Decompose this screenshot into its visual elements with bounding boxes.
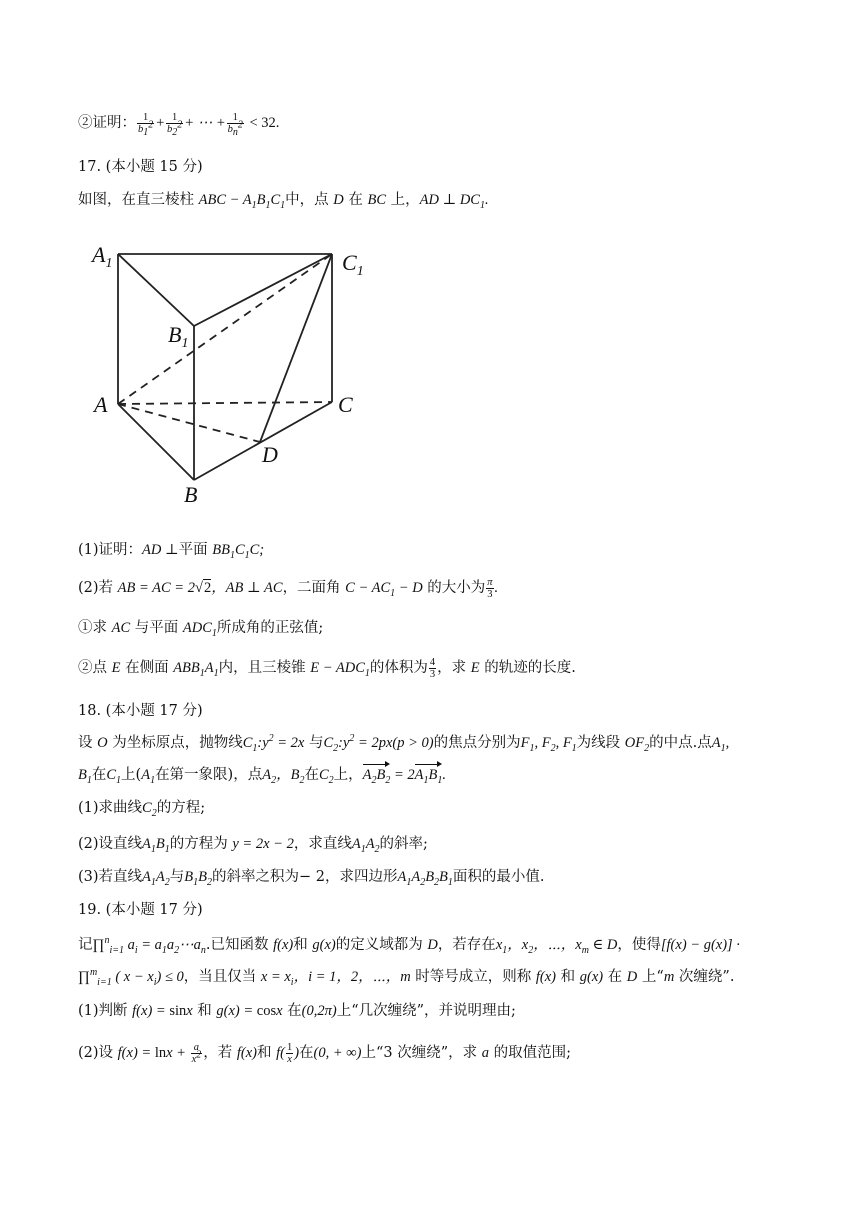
gx-b: g(x) (579, 969, 604, 985)
q17-part2-ii-text2: 内，且三棱锥 (218, 659, 311, 676)
q18-part2-label: (2)设直线 (78, 836, 143, 852)
q19-header: 19. (本小题 17 分) (78, 902, 203, 918)
q18-part1-text: 的方程; (156, 800, 206, 816)
face-abb1a1: $ABB_1A_1$ (173, 659, 219, 679)
interval-0-inf: (0, + ∞) (313, 1044, 362, 1061)
line-a1b1: $A_1B_1$ (142, 836, 170, 855)
q19-part1-text: 和 (192, 1003, 217, 1019)
q17-stem-text: 如图，在直三棱柱 (78, 192, 199, 208)
q17-part1 (78, 540, 264, 560)
point-e2: E (470, 659, 480, 676)
vector-eq: $A_2B_2 = 2A_1B_1$. (362, 767, 446, 786)
product-ineq: ∏$^m_{i=1}$ ( $x - x_i) \le 0$ (78, 967, 184, 988)
q19-part2 (78, 1042, 571, 1065)
edge-bc (194, 402, 332, 480)
q19-stem-2 (78, 967, 734, 987)
q17-part2-text: ，二面角 (282, 579, 346, 596)
q18-stem-1 (78, 733, 729, 753)
q19-part2-text4: 上“3 次缠绕”，求 (361, 1044, 482, 1061)
q17-part2-text2: 的大小为 (422, 579, 486, 596)
fx-c: f(x) (236, 1044, 257, 1061)
f-recip: f( $\frac{1}{x}$ ) (276, 1042, 300, 1065)
perp-condition: AD ⊥ $DC_1$. (419, 192, 489, 211)
q17-part2-i-text2: 所成角的正弦值; (216, 620, 324, 636)
q18-text-b: 为坐标原点，抛物线 (107, 735, 243, 751)
q18-text-j: 在 (304, 767, 319, 783)
q19-text-b: .已知函数 (205, 937, 274, 953)
ab-ac-eq: AB = AC = 2√2，AB ⊥ AC (117, 579, 283, 596)
q18-text-f: 的中点.点 (649, 735, 712, 751)
q18-stem-2 (78, 765, 446, 785)
q18-part3-text2: 的斜率之积为− 2，求四边形 (211, 869, 398, 885)
q17-part2-ii-text4: ，求 (437, 659, 471, 676)
angle-value: $\frac{\pi}{3}$ . (487, 577, 499, 600)
q17-part2-ii-text5: 的轨迹的长度. (479, 659, 576, 676)
q19-text-h: 时等号成立，则称 (410, 969, 536, 985)
line-b1b2: $B_1B_2$ (184, 869, 212, 888)
q18-text-d: 的焦点分别为 (433, 735, 521, 751)
domain-d-b: D (626, 969, 638, 985)
q19-part1 (78, 1001, 516, 1021)
line-a1a2: $A_1A_2$ (351, 836, 380, 855)
sum-expression: $\frac{1}{b_1^2}$ + $\frac{1}{b_2^2}$ + ⋯ + $\frac{1}{b_n^2}$ (138, 112, 243, 139)
line-a1a2-b: $A_1A_2$ (142, 869, 170, 888)
q19-text-k: 上“ (637, 969, 664, 985)
label-a1: $A_1$ (92, 242, 113, 271)
gx: g(x) (312, 937, 336, 953)
q17-stem-text4: 上， (386, 192, 420, 208)
q18-text-h: 上( (121, 767, 142, 783)
q18-text-c: 与 (304, 735, 324, 751)
point-e: E (111, 659, 121, 676)
point-a1-b: $A_1$ (141, 767, 156, 786)
inequality-tail: < 32. (249, 114, 280, 131)
q19-part1-label: (1)判断 (78, 1003, 133, 1019)
fx-b: f(x) (535, 969, 557, 985)
q19-text-l: 次缠绕”. (674, 969, 735, 985)
ad-perp: AD ⊥ (142, 542, 179, 558)
q17-stem-text2: 中，点 (285, 192, 334, 208)
q18-part2-text: 的方程为 (169, 836, 233, 852)
q19-text-j: 在 (603, 969, 627, 985)
q18-part1-label: (1)求曲线 (78, 800, 143, 816)
q17-part2-ii-text3: 的体积为 (369, 659, 428, 676)
curve-c2: $C_2$ (318, 767, 334, 786)
curve-c2-b: $C_2$ (142, 800, 157, 819)
point-d: D (333, 192, 344, 208)
edge-c1d (260, 254, 332, 442)
edge-ab (118, 404, 194, 480)
q19-text-f: ，使得 (617, 937, 661, 953)
domain-d: D (427, 937, 438, 953)
fg-diff: [f(x) − g(x)] · (660, 937, 740, 953)
q19-text-e: ，若存在 (437, 937, 496, 953)
quad-a1a2b2b1: $A_1A_2B_2B_1$ (397, 869, 453, 888)
q17-part1-label: (1)证明： (78, 542, 143, 558)
q18-part2-text3: 的斜率; (379, 836, 428, 852)
q17-header: 17. (本小题 15 分) (78, 159, 203, 175)
label-c1: $C_1$ (342, 250, 364, 279)
q17-stem-text3: 在 (343, 192, 368, 208)
m-var: m (663, 969, 675, 985)
q18-text-e: 为线段 (576, 735, 625, 751)
q19-stem-1 (78, 935, 740, 955)
line-ac: AC (111, 620, 131, 636)
q17-part2 (78, 577, 498, 600)
curve-c1: $C_1$ (106, 767, 122, 786)
volume-value: $\frac{4}{3}$ (429, 657, 436, 680)
points-a2-b2: $A_2$，$B_2$ (262, 767, 305, 786)
edge-a1b1 (118, 254, 194, 326)
f-sin: f(x) = sinx (132, 1003, 193, 1019)
label-b: B (184, 482, 198, 507)
dihedral-angle: $C - AC_1 - D$ (345, 579, 423, 599)
segment-bc: BC (367, 192, 386, 208)
foci: $F_1$, $F_2$, $F_1$ (520, 735, 577, 754)
q17-part2-i-text: 与平面 (130, 620, 183, 636)
q18-text-k: 上， (333, 767, 363, 783)
q17-part2-ii (78, 657, 576, 680)
edge-ac-dashed (118, 402, 332, 404)
parabola-c1: $C_1:y^2 = 2x$ (242, 733, 305, 754)
q18-part3-text3: 面积的最小值. (452, 869, 545, 885)
q18-part1 (78, 798, 205, 818)
q19-part2-text3: 在 (299, 1044, 314, 1061)
param-a: a (481, 1044, 489, 1061)
f-def: f(x) = lnx + $\frac{a}{x^2}$ (117, 1042, 202, 1065)
q19-part2-text: ，若 (203, 1044, 237, 1061)
edge-ad-dashed (118, 404, 260, 442)
q17-part2-i (78, 618, 323, 638)
q18-part3-text: 与 (169, 869, 185, 885)
q18-text-g: 在 (91, 767, 107, 783)
q18-part2-text2: ，求直线 (293, 836, 352, 852)
label-b1: $B_1$ (168, 322, 189, 351)
q18-part3-label: (3)若直线 (78, 869, 143, 885)
q18-text-i: 在第一象限)，点 (155, 767, 263, 783)
q18-header: 18. (本小题 17 分) (78, 703, 203, 719)
q19-part1-text3: 上“几次缠绕”，并说明理由; (336, 1003, 516, 1019)
edge-b1c1 (194, 254, 332, 326)
parabola-c2: $C_2:y^2 = 2px(p > 0)$ (323, 733, 434, 754)
label-a: A (94, 392, 108, 417)
line-eq: y = 2x − 2 (232, 836, 294, 852)
q18-text-a: 设 (78, 735, 98, 751)
plane-bb1c1c: $BB_1C_1C$; (212, 542, 265, 561)
q17-stem (78, 190, 489, 210)
q18-part2 (78, 834, 428, 854)
q19-part2-text5: 的取值范围; (488, 1044, 571, 1061)
q17-part2-i-label: ①求 (78, 620, 112, 636)
q19-part2-text2: 和 (256, 1044, 277, 1061)
q17-part2-ii-text: 在侧面 (120, 659, 174, 676)
g-cos: g(x) = cosx (216, 1003, 283, 1019)
product-def: ∏$^n_{i=1}$ $a_i$ = $a_1a_2\cdots a_n$ (92, 935, 206, 956)
x-eq-xi: $x = x_i$，i = 1，2，⋯，m (260, 969, 411, 988)
label-c: C (338, 392, 353, 417)
q19-text-g: ，当且仅当 (183, 969, 261, 985)
q16-part2-line (78, 112, 280, 139)
q19-text-i: 和 (556, 969, 580, 985)
q17-part2-ii-label: ②点 (78, 659, 112, 676)
q19-text-d: 的定义域都为 (335, 937, 428, 953)
pyramid-e-adc1: $E - ADC_1$ (310, 659, 370, 679)
origin-o: O (97, 735, 108, 751)
prism-name: ABC − $A_1B_1C_1$ (198, 192, 286, 211)
x-seq: $x_1$，$x_2$，⋯，$x_m$ ∈ D (495, 937, 618, 956)
q17-part2-label: (2)若 (78, 579, 118, 596)
edge-ac1-dashed (118, 254, 332, 404)
q16-part2-label: ②证明： (78, 114, 136, 131)
point-a1: $A_1$, (711, 735, 730, 754)
interval-0-2pi: (0,2π) (301, 1003, 337, 1019)
q19-text-a: 记 (78, 937, 93, 953)
plane-adc1: $ADC_1$ (182, 620, 217, 639)
fx: f(x) (273, 937, 294, 953)
q19-part1-text2: 在 (282, 1003, 302, 1019)
label-d: D (262, 442, 278, 467)
point-b1: $B_1$ (78, 767, 92, 786)
q19-part2-label: (2)设 (78, 1044, 118, 1061)
q19-text-c: 和 (293, 937, 313, 953)
segment-of2: $OF_2$ (624, 735, 650, 754)
q17-part1-text: 平面 (178, 542, 213, 558)
prism-diagram (88, 232, 388, 522)
q18-part3 (78, 867, 545, 887)
